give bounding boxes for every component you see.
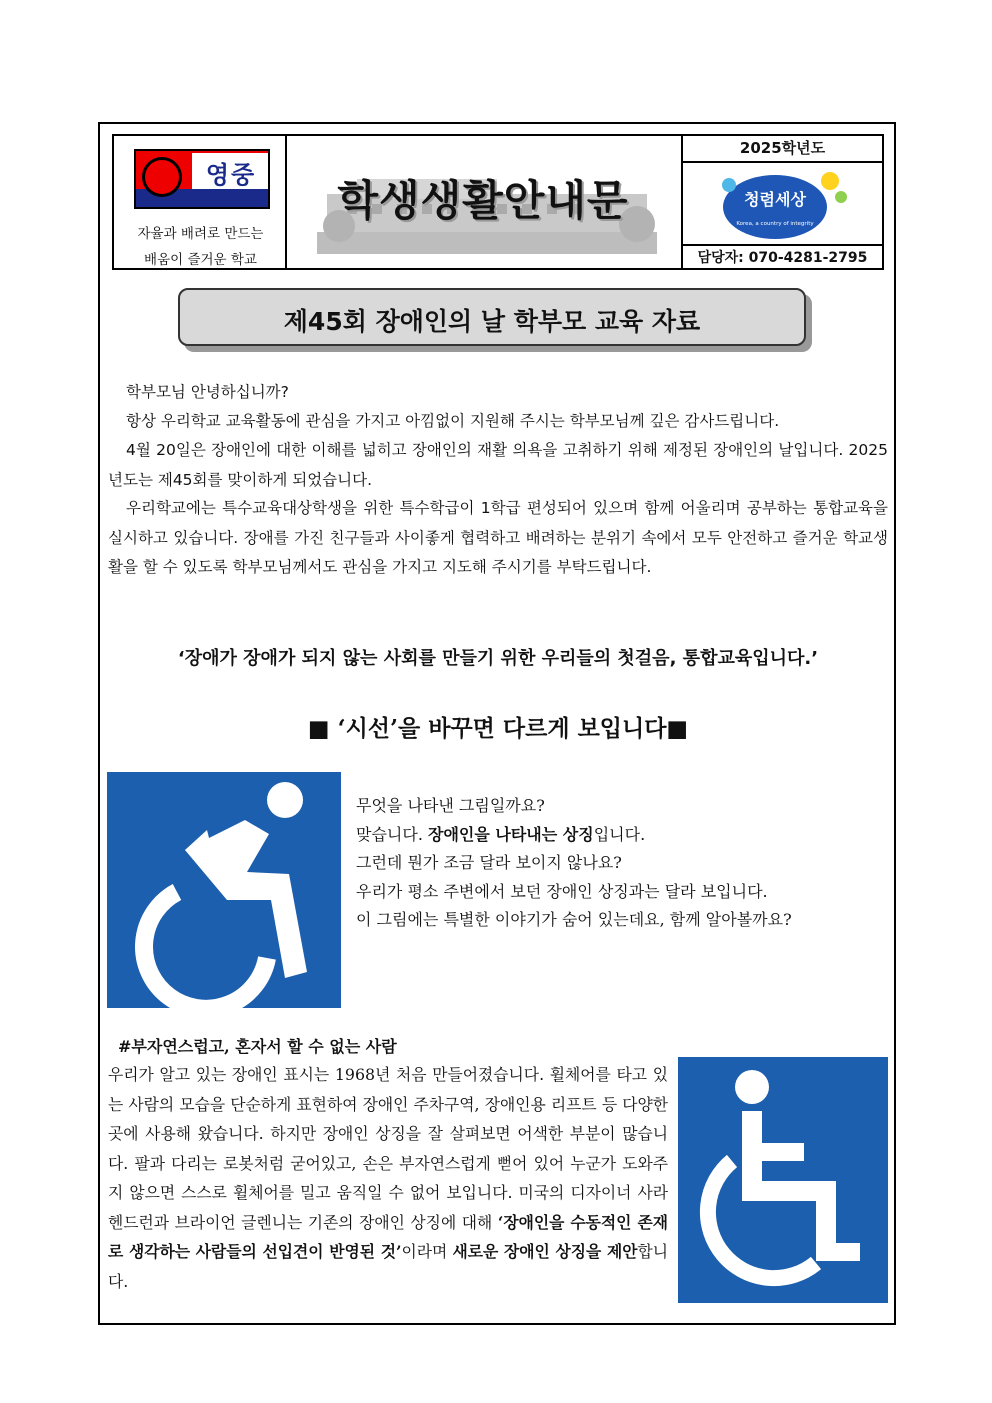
title-cell xyxy=(287,136,683,268)
school-logo xyxy=(134,149,270,209)
history-paragraph: 우리가 알고 있는 장애인 표시는 1968년 처음 만들어졌습니다. 휠체어를 타고 있는 사람의 모습을 단순하게 표현하여 장애인 주차구역, 장애인용 리프트 등 다양한 곳에 사용해 왔습니다. 하지만 장애인 상징을 잘 살펴보면 어색한 부분이 많습니다. 팔과 다리는 로봇처럼 굳어있고, 손은 부자연스럽게 뻗어 있어 누군가 도와주지 않으면 스스로 휠체어를 밀고 움직일 수 없어 보입니다. 미국의 디자이너 사라 헨드런과 브라이언 글렌니는 기존의 장애인 상징에 대해 ‘장애인을 수동적인 존재로 생각하는 사람들의 선입견이 반영된 것’이라며 새로운 장애인 상징을 제안합니다. xyxy=(108,1065,668,1291)
info-cell xyxy=(683,136,882,268)
school-logo-cell xyxy=(114,136,287,268)
motto-line-2: 배움이 즐거운 학교 xyxy=(144,252,257,268)
greeting: 학부모님 안녕하십니까? xyxy=(126,383,289,401)
page-title: 학생생활안내문 xyxy=(337,176,629,225)
question-line-2: 맞습니다. 장애인을 나타내는 상징입니다. xyxy=(356,824,646,844)
banner-title: 제45회 장애인의 날 학부모 교육 자료 xyxy=(283,307,701,336)
banner xyxy=(178,288,806,346)
integrity-logo-sub: Korea, a country of integrity xyxy=(736,221,814,227)
school-name: 영중 xyxy=(205,161,257,189)
newsletter-header xyxy=(112,134,884,270)
logo-circle-icon xyxy=(142,157,182,197)
accessible-icon xyxy=(107,772,341,1008)
slogan: ‘장애가 장애가 되지 않는 사회를 만들기 위한 우리들의 첫걸음, 통합교육입니다.’ xyxy=(177,648,819,669)
history-heading: #부자연스럽고, 혼자서 할 수 없는 사람 xyxy=(118,1037,397,1056)
question-line-4: 우리가 평소 주변에서 보던 장애인 상징과는 달라 보입니다. xyxy=(356,881,768,901)
question-lines xyxy=(356,792,886,935)
contact-info: 담당자: 070-4281-2795 xyxy=(683,244,882,270)
thanks-paragraph: 항상 우리학교 교육활동에 관심을 가지고 아낌없이 지원해 주시는 학부모님께 깊은 감사드립니다. xyxy=(126,412,780,430)
section-title: ■ ‘시선’을 바꾸면 다르게 보입니다■ xyxy=(307,715,689,742)
motto-line-1: 자율과 배려로 만드는 xyxy=(137,226,264,242)
question-line-1: 무엇을 나타낸 그림일까요? xyxy=(356,796,545,815)
question-line-3: 그런데 뭔가 조금 달라 보이지 않나요? xyxy=(356,853,622,872)
question-line-5: 이 그림에는 특별한 이야기가 숨어 있는데요, 함께 알아볼까요? xyxy=(356,910,792,929)
school-info-paragraph: 우리학교에는 특수교육대상학생을 위한 특수학급이 1학급 편성되어 있으며 함께 어울리며 공부하는 통합교육을 실시하고 있습니다. 장애를 가진 친구들과 사이좋게 협력하고 배려하는 분위기 속에서 모두 안전하고 즐거운 학교생활을 할 수 있도록 학부모님께서도 관심을 가지고 지도해 주시기를 부탁드립니다. xyxy=(108,499,888,576)
integrity-logo xyxy=(715,167,855,241)
day-info-paragraph: 4월 20일은 장애인에 대한 이해를 넓히고 장애인의 재활 의욕을 고취하기 위해 제정된 장애인의 날입니다. 2025년도는 제45회를 맞이하게 되었습니다. xyxy=(108,441,888,489)
integrity-logo-text: 청렴세상 xyxy=(744,190,806,209)
wheelchair-icon xyxy=(678,1057,888,1303)
school-year: 2025학년도 xyxy=(683,136,882,163)
